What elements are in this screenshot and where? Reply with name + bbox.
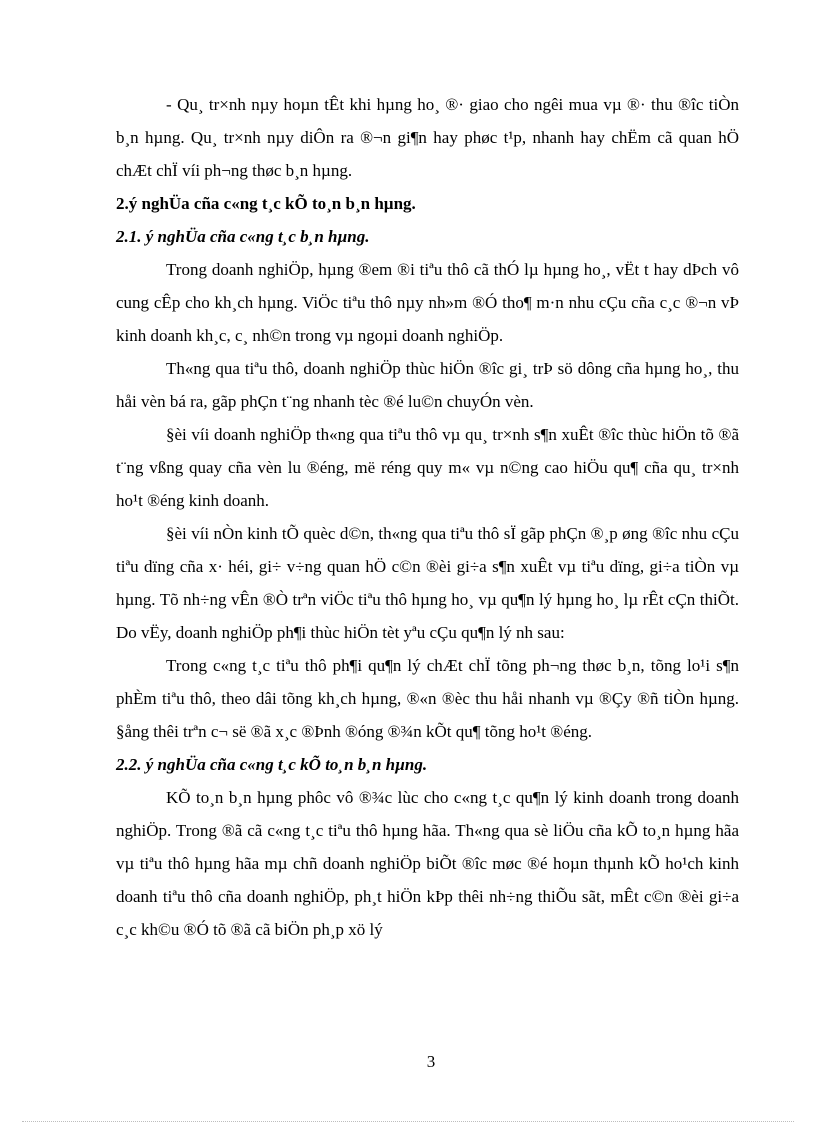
section-2-1-paragraph: Th«ng qua tiªu thô, doanh nghiÖp thùc hiÖn ®îc gi¸ trÞ sö dông cña hµng ho¸, thu håi vèn bá ra, gãp phÇn t¨ng nhanh tèc ®é lu©n chuyÓn vèn.	[116, 359, 739, 411]
intro-paragraph: - Qu¸ tr×nh nµy hoµn tÊt khi hµng ho¸ ®· giao cho ngêi mua vµ ®· thu ®îc tiÒn b¸n hµng. Qu¸ tr×nh nµy diÔn ra ®¬n gi¶n hay phøc t¹p, nhanh hay chËm cã quan hÖ chÆt chÏ víi ph¬ng thøc b¸n hµng.	[116, 95, 739, 180]
page-bottom-divider	[22, 1121, 794, 1122]
heading-section-2: 2.ý nghÜa cña c«ng t¸c kÕ to¸n b¸n hµng.	[116, 194, 416, 213]
page-content	[116, 88, 739, 946]
section-2-2-paragraph: KÕ to¸n b¸n hµng phôc vô ®¾c lùc cho c«ng t¸c qu¶n lý kinh doanh trong doanh nghiÖp. Trong ®ã cã c«ng t¸c tiªu thô hµng hãa. Th«ng qua sè liÖu cña kÕ to¸n hµng hãa vµ tiªu thô hµng hãa mµ chñ doanh nghiÖp biÕt ®îc møc ®é hoµn thµnh kÕ ho¹ch kinh doanh tiªu thô cña doanh nghiÖp, ph¸t hiÖn kÞp thêi nh÷ng thiÕu sãt, mÊt c©n ®èi gi÷a c¸c kh©u ®Ó tõ ®ã cã biÖn ph¸p xö lý	[116, 788, 739, 939]
section-2-1-paragraph: §èi víi doanh nghiÖp th«ng qua tiªu thô vµ qu¸ tr×nh s¶n xuÊt ®îc thùc hiÖn tõ ®ã t¨ng vßng quay cña vèn lu ®éng, më réng quy m« vµ n©ng cao hiÖu qu¶ cña qu¸ tr×nh ho¹t ®éng kinh doanh.	[116, 425, 739, 510]
page-number: 3	[426, 1052, 436, 1071]
section-2-1-paragraph: §èi víi nÒn kinh tÕ quèc d©n, th«ng qua tiªu thô sÏ gãp phÇn ®¸p øng ®îc nhu cÇu tiªu dïng cña x· héi, gi÷ v÷ng quan hÖ c©n ®èi gi÷a s¶n xuÊt vµ tiªu dïng, gi÷a tiÒn vµ hµng. Tõ nh÷ng vÊn ®Ò trªn viÖc tiªu thô hµng ho¸ vµ qu¶n lý hµng ho¸ lµ rÊt cÇn thiÕt. Do vËy, doanh nghiÖp ph¶i thùc hiÖn tèt yªu cÇu qu¶n lý nh sau:	[116, 524, 739, 642]
subheading-section-2-1: 2.1. ý nghÜa cña c«ng t¸c b¸n hµng.	[116, 227, 370, 246]
section-2-1-paragraph: Trong doanh nghiÖp, hµng ®em ®i tiªu thô cã thÓ lµ hµng ho¸, vËt t hay dÞch vô cung cÊp cho kh¸ch hµng. ViÖc tiªu thô nµy nh»m ®Ó tho¶ m·n nhu cÇu cña c¸c ®¬n vÞ kinh doanh kh¸c, c¸ nh©n trong vµ ngoµi doanh nghiÖp.	[116, 260, 739, 345]
section-2-1-paragraph: Trong c«ng t¸c tiªu thô ph¶i qu¶n lý chÆt chÏ tõng ph¬ng thøc b¸n, tõng lo¹i s¶n phÈm tiªu thô, theo dâi tõng kh¸ch hµng, ®«n ®èc thu håi nhanh vµ ®Çy ®ñ tiÒn hµng. §ång thêi trªn c¬ së ®ã x¸c ®Þnh ®óng ®¾n kÕt qu¶ tõng ho¹t ®éng.	[116, 656, 739, 741]
subheading-section-2-2: 2.2. ý nghÜa cña c«ng t¸c kÕ to¸n b¸n hµng.	[116, 755, 428, 774]
